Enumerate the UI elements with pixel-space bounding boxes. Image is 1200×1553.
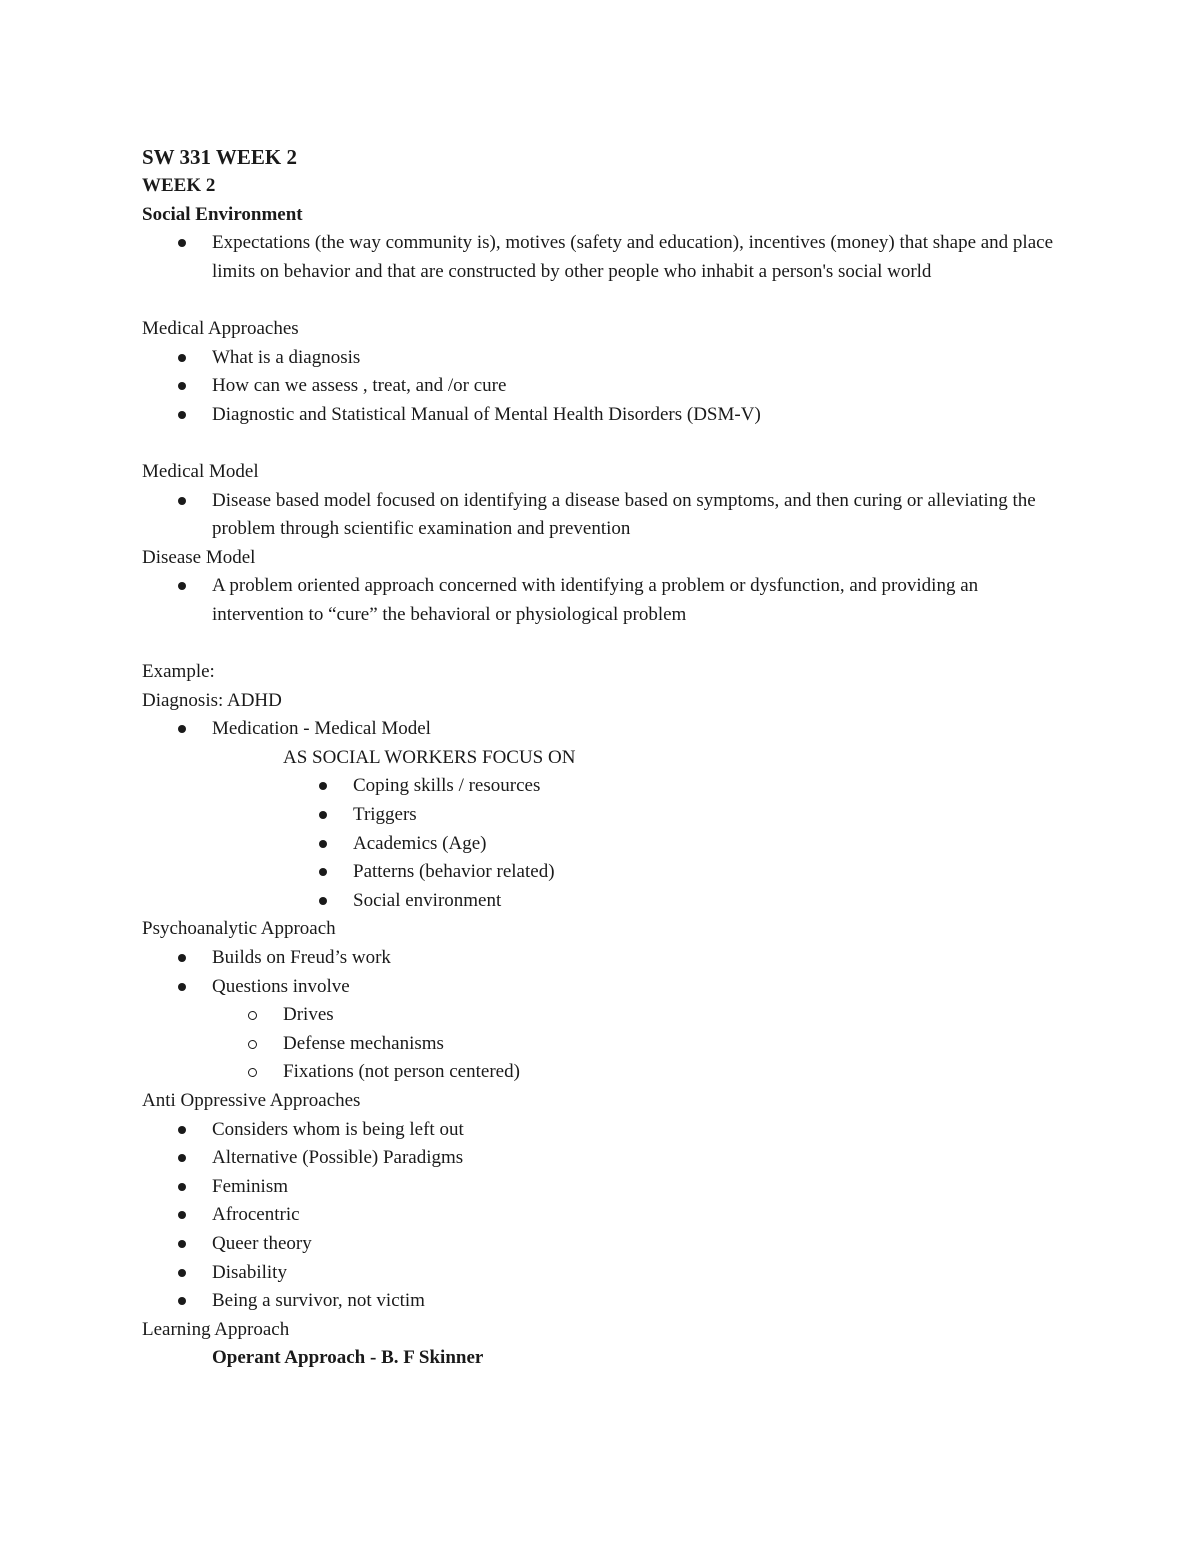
bullet-icon	[178, 1154, 186, 1162]
psychoanalytic-sublist	[142, 1001, 1072, 1087]
list-item: How can we assess , treat, and /or cure	[142, 372, 1072, 401]
bullet-icon	[178, 354, 186, 362]
bullet-icon	[178, 382, 186, 390]
list-item: Medication - Medical Model	[142, 715, 1072, 744]
bullet-icon	[319, 782, 327, 790]
example-list	[142, 715, 1072, 744]
hollow-bullet-icon	[248, 1068, 257, 1077]
hollow-bullet-icon	[248, 1011, 257, 1020]
list-item: Afrocentric	[142, 1201, 1072, 1230]
list-item: Builds on Freud’s work	[142, 944, 1072, 973]
bullet-icon	[319, 811, 327, 819]
list-item: Drives	[142, 1001, 1072, 1030]
list-item: Expectations (the way community is), motives (safety and education), incentives (money) that shape and place limits on behavior and that are constructed by other people who inhabit a person's social world	[142, 229, 1072, 286]
list-item: What is a diagnosis	[142, 344, 1072, 373]
list-item: Triggers	[142, 801, 1072, 830]
medical-approaches-list	[142, 344, 1072, 430]
bullet-icon	[178, 411, 186, 419]
disease-model-list	[142, 572, 1072, 629]
document-title: SW 331 WEEK 2	[142, 145, 298, 169]
anti-oppressive-heading: Anti Oppressive Approaches	[142, 1090, 361, 1111]
bullet-icon	[178, 1211, 186, 1219]
psychoanalytic-list	[142, 944, 1072, 1001]
medical-model-list	[142, 487, 1072, 544]
list-item: Being a survivor, not victim	[142, 1287, 1072, 1316]
list-item: Diagnostic and Statistical Manual of Mental Health Disorders (DSM-V)	[142, 401, 1072, 430]
list-item: Feminism	[142, 1173, 1072, 1202]
list-item: Alternative (Possible) Paradigms	[142, 1144, 1072, 1173]
document-subtitle: WEEK 2	[142, 175, 216, 196]
bullet-icon	[178, 983, 186, 991]
medical-approaches-heading: Medical Approaches	[142, 317, 299, 339]
anti-oppressive-list	[142, 1116, 1072, 1316]
bullet-icon	[319, 897, 327, 905]
list-item: Coping skills / resources	[142, 772, 1072, 801]
bullet-icon	[178, 1240, 186, 1248]
bullet-icon	[319, 840, 327, 848]
focus-heading: AS SOCIAL WORKERS FOCUS ON	[283, 746, 576, 768]
example-label: Example:	[142, 661, 215, 683]
social-environment-list	[142, 229, 1072, 286]
list-item: Questions involve	[142, 973, 1072, 1002]
list-item: Considers whom is being left out	[142, 1116, 1072, 1145]
bullet-icon	[178, 725, 186, 733]
bullet-icon	[178, 582, 186, 590]
list-item: Academics (Age)	[142, 830, 1072, 859]
list-item: Fixations (not person centered)	[142, 1058, 1072, 1087]
bullet-icon	[178, 239, 186, 247]
operant-subheading: Operant Approach - B. F Skinner	[212, 1347, 484, 1369]
list-item: Patterns (behavior related)	[142, 858, 1072, 887]
bullet-icon	[319, 868, 327, 876]
learning-heading: Learning Approach	[142, 1318, 290, 1340]
list-item: Disability	[142, 1259, 1072, 1288]
list-item: Disease based model focused on identifying a disease based on symptoms, and then curing or alleviating the problem through scientific examination and prevention	[142, 487, 1072, 544]
focus-list	[142, 772, 1072, 915]
bullet-icon	[178, 1183, 186, 1191]
list-item: A problem oriented approach concerned with identifying a problem or dysfunction, and providing an intervention to “cure” the behavioral or physiological problem	[142, 572, 1072, 629]
list-item: Defense mechanisms	[142, 1030, 1072, 1059]
bullet-icon	[178, 497, 186, 505]
disease-model-heading: Disease Model	[142, 546, 256, 568]
example-diagnosis: Diagnosis: ADHD	[142, 689, 282, 711]
medical-model-heading: Medical Model	[142, 460, 259, 482]
list-item: Queer theory	[142, 1230, 1072, 1259]
hollow-bullet-icon	[248, 1040, 257, 1049]
bullet-icon	[178, 1126, 186, 1134]
psychoanalytic-heading: Psychoanalytic Approach	[142, 918, 336, 940]
list-item: Social environment	[142, 887, 1072, 916]
bullet-icon	[178, 1269, 186, 1277]
bullet-icon	[178, 1297, 186, 1305]
document-page	[142, 142, 1072, 1373]
social-environment-heading: Social Environment	[142, 203, 303, 225]
bullet-icon	[178, 954, 186, 962]
